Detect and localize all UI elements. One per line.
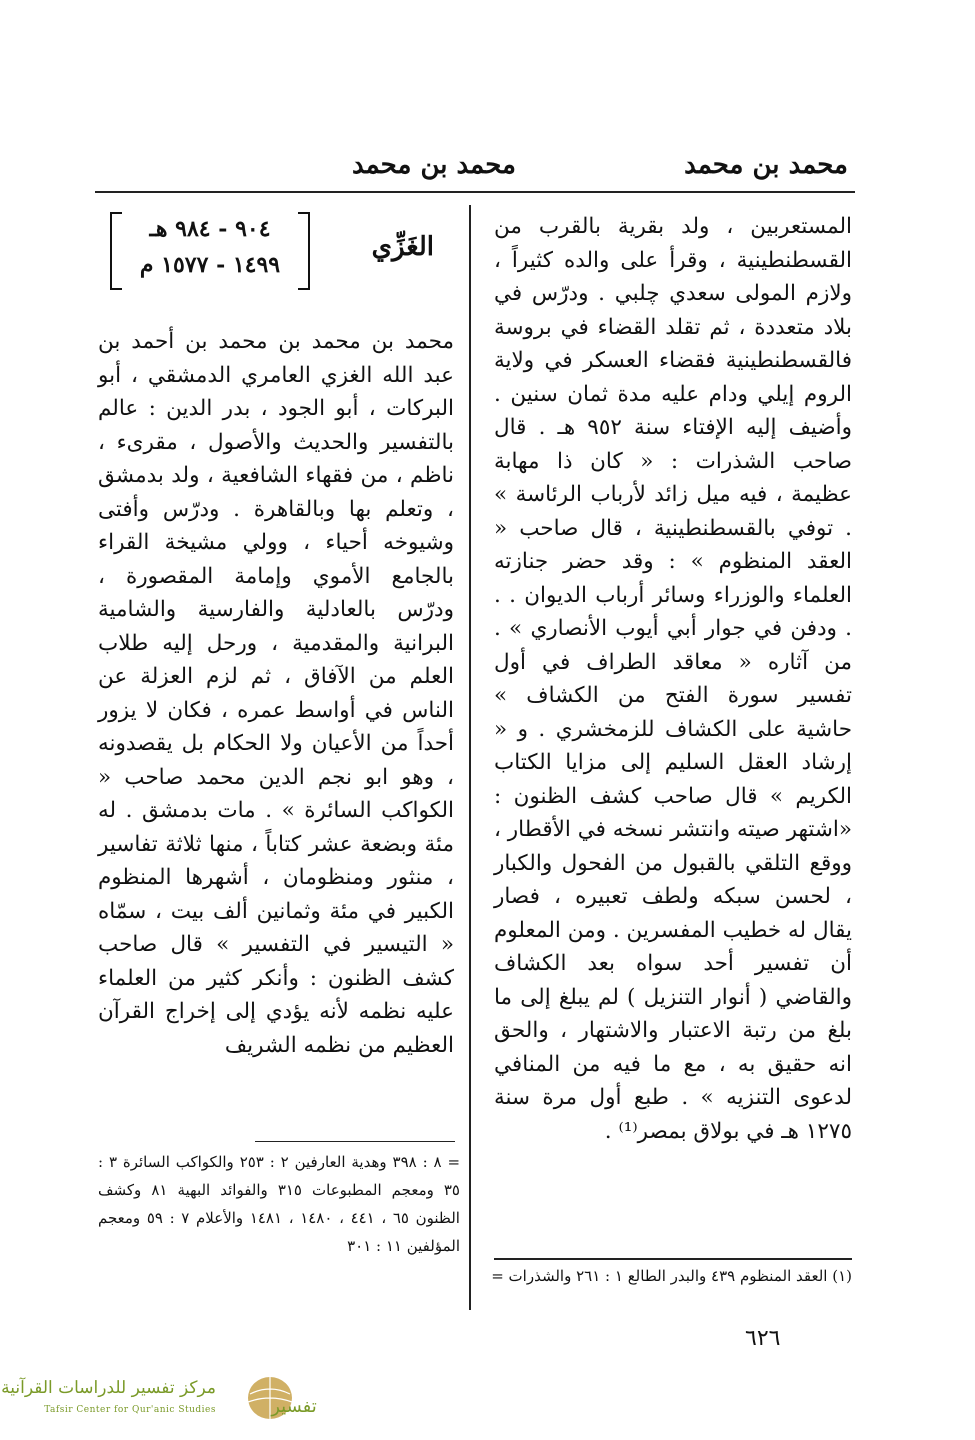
dates-hijri: ٩٠٤ - ٩٨٤ هـ	[149, 216, 271, 242]
right-column-text	[494, 210, 852, 1148]
entry-heading	[98, 208, 454, 294]
dates-box	[110, 208, 310, 290]
running-head-right: محمد بن محمد	[684, 150, 848, 180]
footnote-right: (١) العقد المنظوم ٤٣٩ والبدر الطالع ١ : ٢٦١ والشذرات =	[491, 1267, 852, 1285]
left-column-text	[98, 325, 454, 1062]
entry-name: الغَزِّي	[371, 232, 434, 262]
page-number: ٦٢٦	[745, 1326, 781, 1351]
globe-emblem-icon	[224, 1374, 320, 1424]
logo-arabic-text: مركز تفسير للدراسات القرآنية	[1, 1378, 216, 1398]
footnote-left: = ٨ : ٣٩٨ وهدية العارفين ٢ : ٢٥٣ والكواكب السائرة ٣ : ٣٥ ومعجم المطبوعات ٣١٥ والفوائد البهية ٨١ وكشف الظنون ٦٥ ، ٤٤١ ، ١٤٨٠ ، ١٤٨١ والأعلام ٧ : ٥٩ ومعجم المؤلفين ١١ : ٣٠١	[98, 1153, 461, 1255]
dates-gregorian: ١٤٩٩ - ١٥٧٧ م	[139, 252, 281, 278]
footnote-rule-left	[255, 1141, 455, 1142]
entry-paragraph: محمد بن محمد بن محمد بن أحمد بن عبد الله الغزي العامري الدمشقي ، أبو البركات ، أبو الجود ، بدر الدين : عالم بالتفسير والحديث والأصول ، مقرىء ، ناظم ، من فقهاء الشافعية ، ولد بدمشق ، وتعلم بها وبالقاهرة . ودرّس وأفتى وشيوخه أحياء ، وولي مشيخة القراء بالجامع الأموي وإمامة المقصورة ، ودرّس بالعادلية والفارسية والشامية البرانية والمقدمية ، ورحل إليه طلاب العلم من الآفاق ، ثم لزم العزلة عن الناس في أواسط عمره ، فكان لا يزور أحداً من الأعيان ولا الحكام بل يقصدونه ، وهو ابو نجم الدين محمد صاحب « الكواكب السائرة » . مات بدمشق . له مئة وبضعة عشر كتاباً ، منها ثلاثة تفاسير ، منثور ومنظومان ، أشهرها المنظوم الكبير في مئة وثمانين ألف بيت ، سمّاه « التيسير في التفسير » قال صاحب كشف الظنون : وأنكر كثير من العلماء عليه نظمه لأنه يؤدي إلى إخراج القرآن العظيم من نظمه الشريف	[98, 329, 454, 1058]
right-column-paragraph: المستعربين ، ولد بقرية بالقرب من القسطنطينية ، وقرأ على والده كثيراً ، ولازم المولى سعدي چلبي . ودرّس في بلاد متعددة ، ثم تقلد القضاء في بروسة فالقسطنطينية فقضاء العسكر في ولاية الروم إيلي ودام عليه مدة ثمان سنين . وأضيف إليه الإفتاء سنة ٩٥٢ هـ . قال صاحب الشذرات : « كان ذا مهابة عظيمة ، فيه ميل زائد لأرباب الرئاسة » . توفي بالقسطنطينية ، قال صاحب « العقد المنظوم » : وقد حضر جنازته العلماء والوزراء وسائر أرباب الديوان . . . ودفن في جوار أبي أيوب الأنصاري » . من آثاره « معاقد الطراف في أول تفسير سورة الفتح من الكشاف » حاشية على الكشاف للزمخشري . و « إرشاد العقل السليم إلى مزايا الكتاب الكريم » قال صاحب كشف الظنون : «اشتهر صيته وانتشر نسخه في الأقطار ، ووقع التلقي بالقبول من الفحول والكبار ، لحسن سبكه ولطف تعبيره ، فصار يقال له خطيب المفسرين . ومن المعلوم أن تفسير أحد سواه بعد الكشاف والقاضي ( أنوار التنزيل ) لم يبلغ إلى ما بلغ من رتبة الاعتبار والاشتهار ، والحق انه حقيق به ، مع ما فيه من المنافي لدعوى التنزيه » . طبع أول مرة سنة ١٢٧٥ هـ في بولاق بمصر⁽¹⁾ .	[494, 214, 852, 1144]
column-divider	[469, 205, 471, 1310]
emblem-word: تفسير	[271, 1396, 317, 1417]
running-head-left: محمد بن محمد	[352, 150, 516, 180]
footnote-rule-right	[494, 1258, 852, 1260]
header-rule	[95, 191, 855, 193]
logo-english-text: Tafsir Center for Qur'anic Studies	[44, 1405, 216, 1415]
publisher-logo	[1, 1374, 320, 1424]
